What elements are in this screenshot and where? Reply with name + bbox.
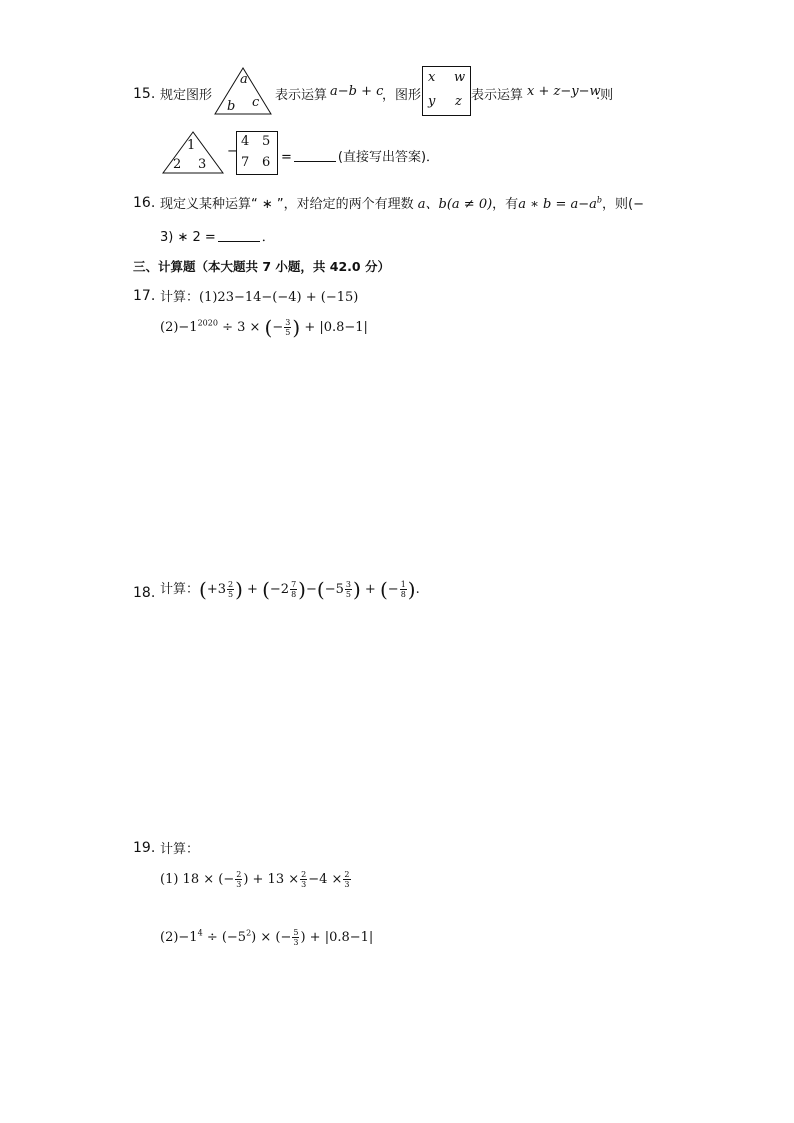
fraction-3-5: $\frac{3}{5}$ <box>285 318 291 337</box>
square-value-5: 5 <box>262 134 271 149</box>
triangle-value-1: 1 <box>187 138 196 153</box>
q15-text-5: .则 <box>596 88 614 103</box>
triangle-value-2: 2 <box>173 157 182 172</box>
square-label-w: w <box>454 70 466 85</box>
square-label-z: z <box>455 94 462 109</box>
triangle-label-b: b <box>227 99 236 114</box>
q16-line-2: 3) ∗ 2 = ． <box>160 230 275 245</box>
fraction-2-3b: $\frac{2}{3}$ <box>301 870 307 889</box>
fraction-1-8: $\frac{1}{8}$ <box>400 580 406 599</box>
triangle-value-3: 3 <box>198 157 207 172</box>
fraction-2-3c: $\frac{2}{3}$ <box>344 870 350 889</box>
q15-text-2: 表示运算 <box>275 88 328 103</box>
fraction-2-5: $\frac{2}{5}$ <box>228 580 234 599</box>
square-label-x: x <box>428 70 436 85</box>
q15-text-3: ，图形 <box>382 88 422 103</box>
q15-text-4: 表示运算 <box>471 88 524 103</box>
q16-line-1: 现定义某种运算“ ∗ ”，对给定的两个有理数 a、b(a ≠ 0)，有a ∗ $b = a-a^b$，则(− <box>160 195 645 212</box>
square-value-7: 7 <box>241 155 250 170</box>
answer-blank-15[interactable] <box>294 149 336 162</box>
square-label-y: y <box>428 94 436 109</box>
q19-part-2: $(2)-1^4 \div (-5^2)$ × (− $\frac{5}{3}$ ) + |0.8−1| <box>160 928 374 947</box>
q18-expression: 计算：( +3 $\frac{2}{5}$ ) + ( −2 $\frac{7}{8}$ )−( −5 $\frac{3}{5}$ ) + ( − $\frac{1}{8}$ ). <box>160 577 420 602</box>
q19-part-1: (1) 18 × (− $\frac{2}{3}$ ) + 13 × $\frac{2}{3}$ −4 × $\frac{2}{3}$ <box>160 870 350 889</box>
answer-blank-16[interactable] <box>218 229 260 242</box>
q19-number: 19. <box>133 840 156 856</box>
square-value-4: 4 <box>241 134 250 149</box>
q15-equals: = (直接写出答案)． <box>281 150 440 165</box>
fraction-7-8: $\frac{7}{8}$ <box>291 580 297 599</box>
fraction-3-5b: $\frac{3}{5}$ <box>345 580 351 599</box>
q18-number: 18. <box>133 585 156 601</box>
q15-expression-1: a−b + c <box>330 84 384 99</box>
q19-label: 计算： <box>160 842 200 857</box>
section-heading-3: 三、计算题（本大题共 7 小题，共 42.0 分） <box>133 259 390 274</box>
q17-number: 17. <box>133 288 156 304</box>
q15-expression-2: x + z−y−w <box>527 84 601 99</box>
triangle-label-a: a <box>240 72 248 87</box>
fraction-5-3: $\frac{5}{3}$ <box>293 928 299 947</box>
q17-part-1: 计算：(1)23−14−(−4) + (−15) <box>160 290 359 305</box>
q17-part-2: $(2)-1^{2020} \div 3$ × (− $\frac{3}{5}$ ) + |0.8−1| <box>160 315 368 340</box>
q16-number: 16. <box>133 195 156 211</box>
q15-number: 15. <box>133 86 156 102</box>
fraction-2-3a: $\frac{2}{3}$ <box>236 870 242 889</box>
q15-text-1: 规定图形 <box>160 88 213 103</box>
q15-minus-sign: − <box>227 144 238 159</box>
triangle-label-c: c <box>252 95 260 110</box>
square-value-6: 6 <box>262 155 271 170</box>
